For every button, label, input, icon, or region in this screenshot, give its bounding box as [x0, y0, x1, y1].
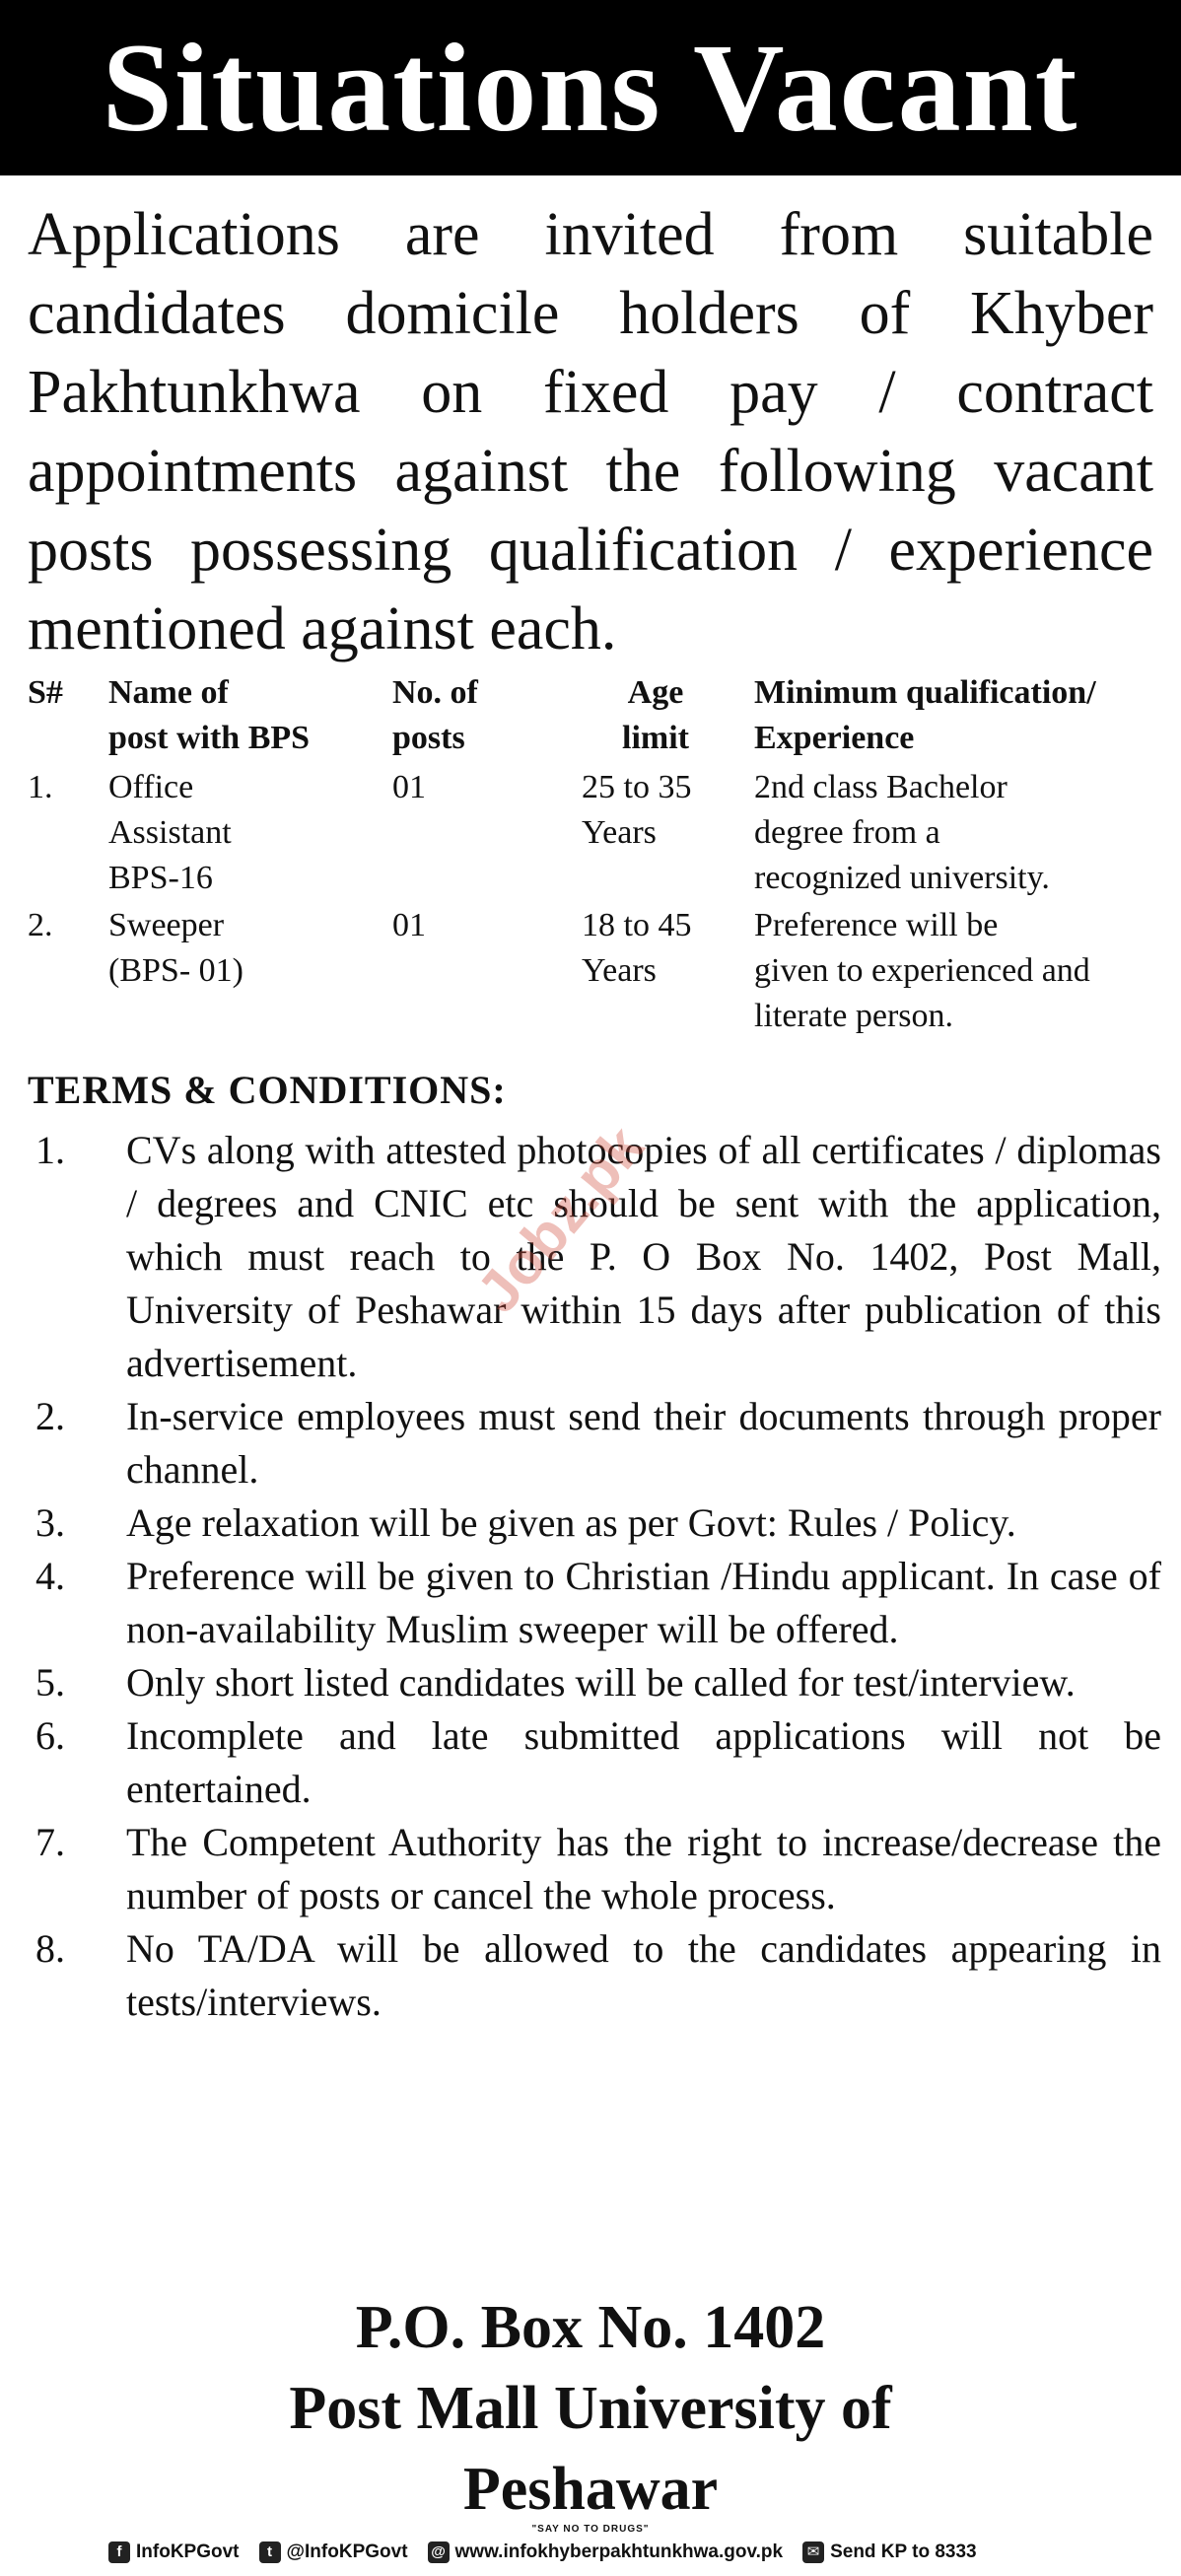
address-line: Peshawar: [462, 2456, 719, 2523]
say-no-to-drugs-slogan: "SAY NO TO DRUGS": [531, 2524, 650, 2535]
list-item: [28, 1550, 1161, 1656]
row-qualification: Preference will be given to experienced and literate person.: [754, 907, 1090, 1034]
header-name: Name of post with BPS: [108, 674, 311, 756]
row-post-name: Sweeper (BPS- 01): [108, 907, 243, 989]
list-item: [28, 1390, 1161, 1497]
term-number: 8.: [35, 1926, 65, 1971]
facebook-icon: f: [108, 2541, 130, 2563]
term-text: Only short listed candidates will be called for test/interview.: [126, 1660, 1076, 1705]
website-link[interactable]: @ www.infokhyberpakhtunkhwa.gov.pk: [428, 2541, 784, 2563]
term-text: Incomplete and late submitted applications will not be entertained.: [126, 1713, 1161, 1811]
row-post-name: Office Assistant BPS-16: [108, 769, 232, 896]
table-row: [28, 765, 1161, 903]
table-header: [28, 670, 1161, 765]
list-item: [28, 1124, 1161, 1390]
social-footer-bar: [108, 2538, 1173, 2567]
twitter-link[interactable]: t @InfoKPGovt: [259, 2541, 408, 2563]
address-line: Post Mall University of: [289, 2375, 892, 2442]
term-text: In-service employees must send their documents through proper channel.: [126, 1394, 1161, 1492]
term-number: 2.: [35, 1394, 65, 1438]
list-item: [28, 1709, 1161, 1816]
watermark: Jobz.pk: [463, 1113, 657, 1325]
term-number: 7.: [35, 1820, 65, 1864]
term-text: CVs along with attested photocopies of all certificates / diplomas / degrees and CNIC etc should be sent with the application, which must reach to the P. O Box No. 1402, Post Mall, University of Peshawar within 15 days after publication of this advertisement.: [126, 1128, 1161, 1385]
term-text: Age relaxation will be given as per Govt: Rules / Policy.: [126, 1500, 1016, 1545]
row-age: 18 to 45 Years: [582, 907, 692, 989]
terms-list: [28, 1124, 1161, 2029]
table-row: [28, 903, 1161, 1034]
term-number: 1.: [35, 1128, 65, 1172]
row-sn: 2.: [28, 907, 53, 943]
list-item: [28, 1922, 1161, 2029]
term-text: No TA/DA will be allowed to the candidates appearing in tests/interviews.: [126, 1926, 1161, 2024]
facebook-link[interactable]: f InfoKPGovt: [108, 2541, 240, 2563]
row-age: 25 to 35 Years: [582, 769, 692, 851]
intro-paragraph: Applications are invited from suitable candidates domicile holders of Khyber Pakhtunkhwa on fixed pay / contract appointments against the following vacant posts possessing qualification / experience mentioned against each.: [28, 201, 1153, 662]
page-title: Situations Vacant: [0, 0, 1181, 175]
list-item: [28, 1497, 1161, 1550]
header-qualification: Minimum qualification/ Experience: [754, 674, 1096, 756]
sms-icon: ✉: [802, 2541, 824, 2563]
term-number: 4.: [35, 1554, 65, 1598]
term-number: 5.: [35, 1660, 65, 1705]
sms-info: ✉ Send KP to 8333: [802, 2541, 977, 2563]
contact-address: [0, 2287, 1181, 2530]
twitter-icon: t: [259, 2541, 281, 2563]
row-qualification: 2nd class Bachelor degree from a recognized university.: [754, 769, 1050, 896]
header-posts: No. of posts: [392, 674, 478, 756]
header-sn: S#: [28, 674, 63, 711]
list-item: [28, 1816, 1161, 1922]
row-posts: 01: [392, 907, 426, 943]
list-item: [28, 1656, 1161, 1709]
term-text: The Competent Authority has the right to increase/decrease the number of posts or cancel the whole process.: [126, 1820, 1161, 1917]
header-age: Age limit: [622, 674, 689, 756]
term-text: Preference will be given to Christian /Hindu applicant. In case of non-availability Muslim sweeper will be offered.: [126, 1554, 1161, 1651]
term-number: 6.: [35, 1713, 65, 1758]
row-sn: 1.: [28, 769, 53, 805]
terms-heading: TERMS & CONDITIONS:: [28, 1068, 507, 1112]
vacancy-table: [28, 670, 1161, 1034]
globe-icon: @: [428, 2541, 450, 2563]
address-line: P.O. Box No. 1402: [355, 2294, 826, 2361]
term-number: 3.: [35, 1500, 65, 1545]
row-posts: 01: [392, 769, 426, 805]
